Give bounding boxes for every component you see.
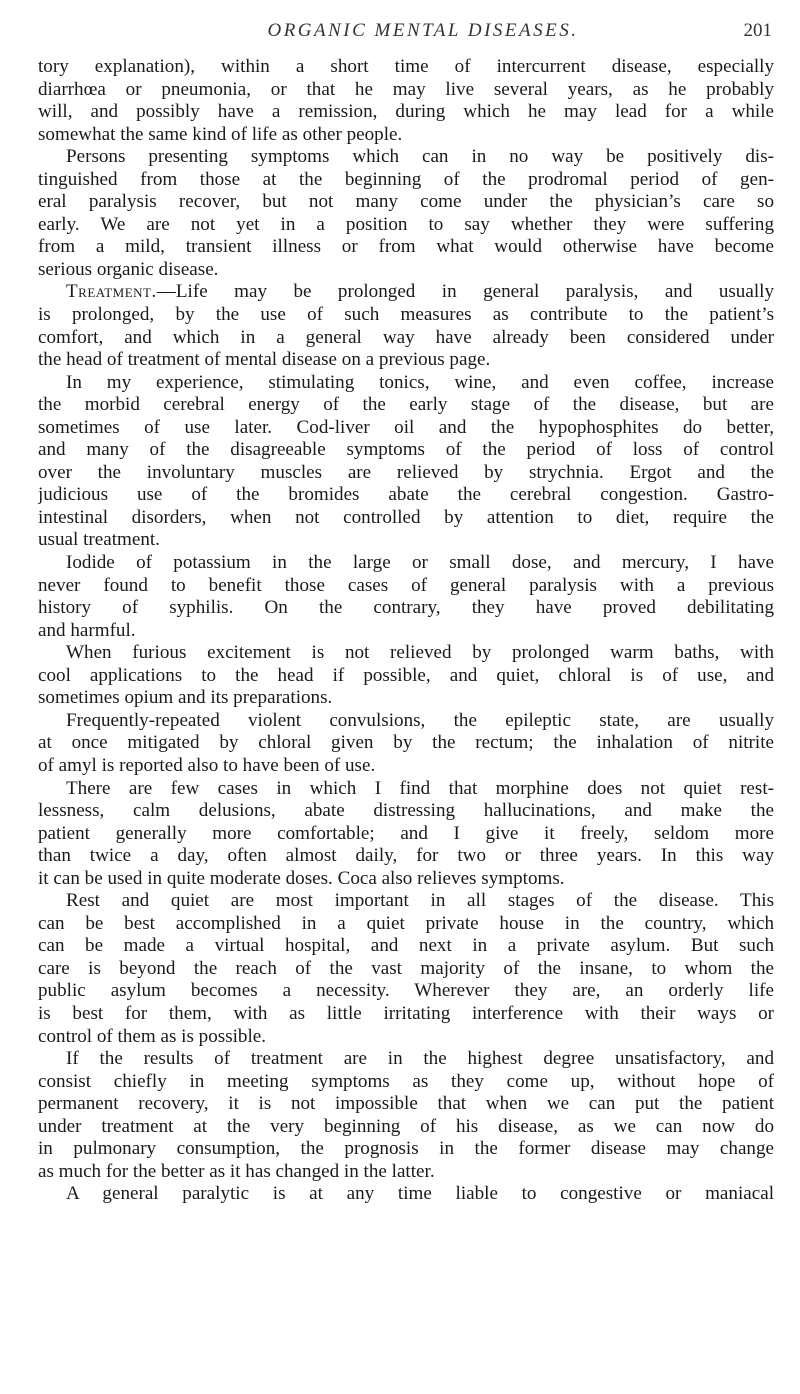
line-text: sometimes opium and its preparations. — [38, 687, 333, 709]
line-text: A general paralytic is at any time liable to congestive or maniacal — [66, 1183, 774, 1205]
line-text: Iodide of potassium in the large or small dose, and mercury, I have — [66, 552, 774, 574]
text-line — [38, 349, 774, 372]
text-line — [38, 980, 774, 1003]
text-line — [38, 507, 774, 530]
text-line — [38, 890, 774, 913]
line-text: eral paralysis recover, but not many come under the physician’s care so — [38, 191, 774, 213]
text-line — [38, 1071, 774, 1094]
text-line — [38, 1093, 774, 1116]
line-text: tinguished from those at the beginning of the prodromal period of gen- — [38, 168, 774, 190]
line-text: judicious use of the bromides abate the cerebral congestion. Gastro- — [38, 484, 774, 506]
text-line — [38, 665, 774, 688]
line-text: If the results of treatment are in the highest degree unsatisfactory, and — [66, 1048, 774, 1070]
text-line — [38, 124, 774, 147]
line-text: than twice a day, often almost daily, for two or three years. In this way — [38, 845, 774, 867]
line-text: under treatment at the very beginning of his disease, as we can now do — [38, 1115, 774, 1137]
text-line — [38, 1161, 774, 1184]
text-line — [38, 913, 774, 936]
line-text: is best for them, with as little irritating interference with their ways or — [38, 1002, 774, 1024]
text-line — [38, 146, 774, 169]
text-line — [38, 1003, 774, 1026]
line-text: There are few cases in which I find that morphine does not quiet rest- — [66, 777, 774, 799]
line-text: When furious excitement is not relieved by prolonged warm baths, with — [66, 642, 774, 664]
line-text: Rest and quiet are most important in all stages of the disease. This — [66, 890, 774, 912]
text-line — [38, 687, 774, 710]
line-text: patient generally more comfortable; and I give it freely, seldom more — [38, 822, 774, 844]
line-text: cool applications to the head if possible, and quiet, chloral is of use, and — [38, 664, 774, 686]
line-text: will, and possibly have a remission, during which he may lead for a while — [38, 101, 774, 123]
text-line — [38, 281, 774, 304]
line-text: it can be used in quite moderate doses. Coca also relieves symptoms. — [38, 867, 565, 889]
line-text: from a mild, transient illness or from what would otherwise have become — [38, 236, 774, 258]
line-text: control of them as is possible. — [38, 1025, 267, 1047]
line-text: never found to benefit those cases of general paralysis with a previous — [38, 574, 774, 596]
line-text: lessness, calm delusions, abate distressing hallucinations, and make the — [38, 800, 774, 822]
line-text: comfort, and which in a general way have already been considered under — [38, 326, 774, 348]
text-line — [38, 214, 774, 237]
text-line — [38, 304, 774, 327]
text-line — [38, 236, 774, 259]
line-text: consist chiefly in meeting symptoms as they come up, without hope of — [38, 1070, 774, 1092]
line-text: permanent recovery, it is not impossible that when we can put the patient — [38, 1093, 774, 1115]
text-line — [38, 958, 774, 981]
running-head — [38, 20, 772, 48]
text-line — [38, 417, 774, 440]
text-line — [38, 845, 774, 868]
text-line — [38, 935, 774, 958]
text-line — [38, 1116, 774, 1139]
text-line — [38, 755, 774, 778]
text-line — [38, 597, 774, 620]
text-line — [38, 823, 774, 846]
line-text: and harmful. — [38, 619, 136, 641]
line-text: as much for the better as it has changed in the latter. — [38, 1160, 435, 1182]
text-line — [38, 394, 774, 417]
text-line — [38, 710, 774, 733]
line-text: sometimes of use later. Cod-liver oil and the hypophosphites do better, — [38, 416, 774, 438]
line-text: over the involuntary muscles are relieved by strychnia. Ergot and the — [38, 461, 774, 483]
text-line — [38, 778, 774, 801]
text-line — [38, 1138, 774, 1161]
text-line — [38, 79, 774, 102]
line-text: tory explanation), within a short time of intercurrent disease, especially — [38, 56, 774, 77]
line-text: of amyl is reported also to have been of use. — [38, 754, 376, 776]
line-text: Frequently-repeated violent convulsions, the epileptic state, are usually — [66, 709, 774, 731]
line-text: and many of the disagreeable symptoms of the period of loss of control — [38, 439, 774, 461]
line-text: Persons presenting symptoms which can in no way be positively dis- — [66, 146, 774, 168]
line-text: care is beyond the reach of the vast majority of the insane, to whom the — [38, 957, 774, 979]
text-line — [38, 800, 774, 823]
running-title: ORGANIC MENTAL DISEASES. — [267, 20, 579, 41]
line-text: history of syphilis. On the contrary, they have proved debilitating — [38, 597, 774, 619]
line-text: is prolonged, by the use of such measures as contribute to the patient’s — [38, 304, 774, 326]
text-line — [38, 191, 774, 214]
page-number: 201 — [743, 20, 772, 41]
line-text: usual treatment. — [38, 529, 160, 551]
line-text: In my experience, stimulating tonics, wine, and even coffee, increase — [66, 371, 774, 393]
text-line — [38, 575, 774, 598]
line-text: early. We are not yet in a position to say whether they were suffering — [38, 213, 774, 235]
line-text: serious organic disease. — [38, 258, 219, 280]
line-text: intestinal disorders, when not controlled by attention to diet, require the — [38, 506, 774, 528]
text-line — [38, 101, 774, 124]
text-line — [38, 529, 774, 552]
line-text: somewhat the same kind of life as other people. — [38, 123, 403, 145]
line-text: the head of treatment of mental disease on a previous page. — [38, 349, 491, 371]
line-text: can be best accomplished in a quiet private house in the country, which — [38, 912, 774, 934]
text-line — [38, 439, 774, 462]
line-text: can be made a virtual hospital, and next in a private asylum. But such — [38, 935, 774, 957]
text-line — [38, 732, 774, 755]
line-text: diarrhœa or pneumonia, or that he may live several years, as he probably — [38, 78, 774, 100]
text-line — [38, 484, 774, 507]
text-line — [38, 1183, 774, 1206]
text-line — [38, 642, 774, 665]
text-line — [38, 169, 774, 192]
text-line — [38, 56, 774, 79]
line-text: —Life may be prolonged in general paralysis, and usually — [156, 281, 774, 303]
body-text — [38, 56, 774, 1206]
text-line — [38, 552, 774, 575]
line-text: at once mitigated by chloral given by the rectum; the inhalation of nitrite — [38, 732, 774, 754]
text-line — [38, 868, 774, 891]
text-line — [38, 372, 774, 395]
text-line — [38, 1048, 774, 1071]
line-text: in pulmonary consumption, the prognosis in the former disease may change — [38, 1138, 774, 1160]
section-heading-treatment: Treatment. — [66, 281, 157, 303]
text-line — [38, 327, 774, 350]
text-line — [38, 259, 774, 282]
text-line — [38, 620, 774, 643]
text-line — [38, 1026, 774, 1049]
text-line — [38, 462, 774, 485]
line-text: the morbid cerebral energy of the early stage of the disease, but are — [38, 394, 774, 416]
line-text: public asylum becomes a necessity. Wherever they are, an orderly life — [38, 980, 774, 1002]
